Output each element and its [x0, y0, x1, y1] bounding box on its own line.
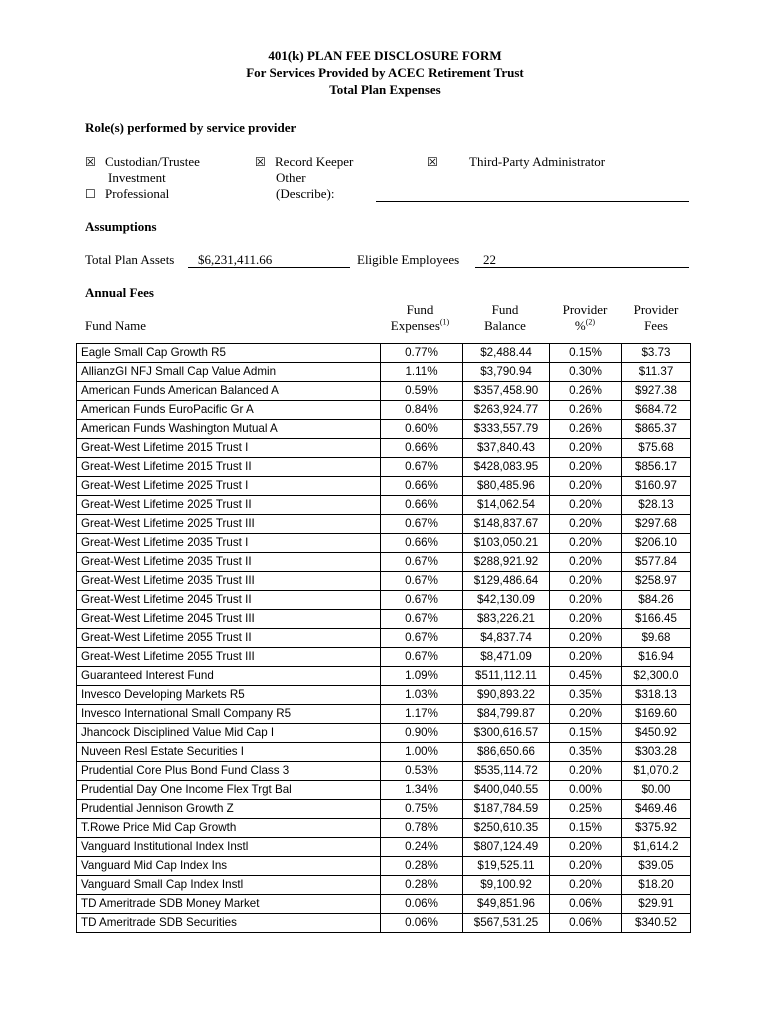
custodian-checkbox-icon[interactable]: ☒ — [85, 155, 96, 169]
provider-fees-cell: $169.60 — [622, 705, 691, 724]
eligible-employees-underline — [475, 267, 689, 268]
table-row — [77, 781, 691, 800]
table-row — [77, 705, 691, 724]
eligible-employees-value: 22 — [483, 252, 496, 267]
table-row — [77, 591, 691, 610]
table-row — [77, 667, 691, 686]
fund-balance-cell: $19,525.11 — [463, 857, 550, 876]
provider-pct-cell: 0.45% — [550, 667, 622, 686]
fund-balance-cell: $148,837.67 — [463, 515, 550, 534]
provider-pct-cell: 0.00% — [550, 781, 622, 800]
fund-name-cell: Great-West Lifetime 2015 Trust II — [77, 458, 381, 477]
table-row — [77, 800, 691, 819]
fund-expense-cell: 1.09% — [381, 667, 463, 686]
provider-fees-cell: $28.13 — [622, 496, 691, 515]
fund-name-cell: Great-West Lifetime 2045 Trust III — [77, 610, 381, 629]
provider-fees-cell: $75.68 — [622, 439, 691, 458]
provider-pct-cell: 0.26% — [550, 401, 622, 420]
fund-balance-cell: $42,130.09 — [463, 591, 550, 610]
table-row — [77, 496, 691, 515]
table-row — [77, 819, 691, 838]
fund-name-cell: Vanguard Mid Cap Index Ins — [77, 857, 381, 876]
table-row — [77, 553, 691, 572]
fund-expense-cell: 0.06% — [381, 895, 463, 914]
provider-fees-cell: $303.28 — [622, 743, 691, 762]
eligible-employees-label: Eligible Employees — [357, 252, 460, 267]
fund-balance-cell: $807,124.49 — [463, 838, 550, 857]
fund-expense-cell: 0.84% — [381, 401, 463, 420]
provider-fees-cell: $927.38 — [622, 382, 691, 401]
provider-pct-cell: 0.20% — [550, 591, 622, 610]
table-row — [77, 458, 691, 477]
fund-name-cell: Great-West Lifetime 2035 Trust I — [77, 534, 381, 553]
provider-fees-cell: $39.05 — [622, 857, 691, 876]
fund-balance-cell: $4,837.74 — [463, 629, 550, 648]
fund-expense-cell: 0.77% — [381, 344, 463, 363]
fund-balance-cell: $400,040.55 — [463, 781, 550, 800]
provider-fees-cell: $206.10 — [622, 534, 691, 553]
fund-balance-cell: $288,921.92 — [463, 553, 550, 572]
fund-name-cell: American Funds EuroPacific Gr A — [77, 401, 381, 420]
fund-balance-cell: $83,226.21 — [463, 610, 550, 629]
fund-expense-cell: 0.66% — [381, 534, 463, 553]
provider-fees-cell: $9.68 — [622, 629, 691, 648]
fund-balance-cell: $49,851.96 — [463, 895, 550, 914]
provider-fees-cell: $84.26 — [622, 591, 691, 610]
provider-fees-cell: $450.92 — [622, 724, 691, 743]
fund-name-cell: TD Ameritrade SDB Money Market — [77, 895, 381, 914]
fund-expense-cell: 1.34% — [381, 781, 463, 800]
form-subtitle: For Services Provided by ACEC Retirement Trust — [246, 65, 524, 80]
fund-name-cell: American Funds Washington Mutual A — [77, 420, 381, 439]
fund-expense-cell: 1.03% — [381, 686, 463, 705]
table-row — [77, 686, 691, 705]
form-title: 401(k) PLAN FEE DISCLOSURE FORM — [268, 48, 502, 63]
fund-name-cell: Great-West Lifetime 2055 Trust II — [77, 629, 381, 648]
provider-pct-cell: 0.20% — [550, 857, 622, 876]
fund-expense-cell: 0.67% — [381, 610, 463, 629]
table-row — [77, 401, 691, 420]
provider-pct-cell: 0.15% — [550, 819, 622, 838]
provider-pct-cell: 0.06% — [550, 895, 622, 914]
custodian-label: Custodian/Trustee — [105, 154, 200, 169]
fund-expense-cell: 0.67% — [381, 515, 463, 534]
fund-balance-cell: $357,458.90 — [463, 382, 550, 401]
fund-balance-cell: $535,114.72 — [463, 762, 550, 781]
fee-table — [76, 343, 691, 933]
provider-pct-cell: 0.20% — [550, 496, 622, 515]
fund-expense-cell: 0.67% — [381, 458, 463, 477]
fund-balance-cell: $300,616.57 — [463, 724, 550, 743]
provider-fees-cell: $684.72 — [622, 401, 691, 420]
table-row — [77, 534, 691, 553]
fund-name-cell: Prudential Jennison Growth Z — [77, 800, 381, 819]
fund-expense-cell: 0.53% — [381, 762, 463, 781]
fund-balance-cell: $333,557.79 — [463, 420, 550, 439]
provider-pct-cell: 0.26% — [550, 420, 622, 439]
fund-name-cell: Great-West Lifetime 2025 Trust II — [77, 496, 381, 515]
fund-name-cell: Guaranteed Interest Fund — [77, 667, 381, 686]
fund-name-cell: Nuveen Resl Estate Securities I — [77, 743, 381, 762]
provider-pct-cell: 0.06% — [550, 914, 622, 933]
provider-fees-cell: $1,070.2 — [622, 762, 691, 781]
provider-pct-cell: 0.20% — [550, 610, 622, 629]
fund-name-cell: American Funds American Balanced A — [77, 382, 381, 401]
describe-label: (Describe): — [276, 186, 335, 201]
fund-name-cell: Vanguard Institutional Index Instl — [77, 838, 381, 857]
provider-fees-cell: $318.13 — [622, 686, 691, 705]
fund-expense-cell: 1.11% — [381, 363, 463, 382]
tpa-label: Third-Party Administrator — [469, 154, 606, 169]
total-plan-assets-value: $6,231,411.66 — [198, 252, 273, 267]
provider-fees-cell: $258.97 — [622, 572, 691, 591]
col-fund-name: Fund Name — [85, 318, 147, 333]
tpa-option[interactable] — [427, 154, 605, 170]
fund-name-cell: T.Rowe Price Mid Cap Growth — [77, 819, 381, 838]
table-row — [77, 914, 691, 933]
fund-expense-cell: 1.00% — [381, 743, 463, 762]
custodian-trustee-option[interactable] — [85, 154, 200, 170]
provider-fees-cell: $29.91 — [622, 895, 691, 914]
fund-balance-cell: $511,112.11 — [463, 667, 550, 686]
fund-balance-cell: $9,100.92 — [463, 876, 550, 895]
table-row — [77, 477, 691, 496]
fund-expense-cell: 0.28% — [381, 876, 463, 895]
fund-expense-cell: 0.59% — [381, 382, 463, 401]
provider-pct-cell: 0.20% — [550, 458, 622, 477]
fund-expense-cell: 0.66% — [381, 477, 463, 496]
provider-fees-cell: $340.52 — [622, 914, 691, 933]
fund-name-cell: Prudential Core Plus Bond Fund Class 3 — [77, 762, 381, 781]
table-row — [77, 420, 691, 439]
provider-fees-cell: $11.37 — [622, 363, 691, 382]
fund-balance-cell: $80,485.96 — [463, 477, 550, 496]
provider-fees-cell: $3.73 — [622, 344, 691, 363]
provider-pct-cell: 0.20% — [550, 439, 622, 458]
fund-name-cell: Great-West Lifetime 2035 Trust III — [77, 572, 381, 591]
table-row — [77, 895, 691, 914]
fund-expense-cell: 0.67% — [381, 572, 463, 591]
fund-balance-cell: $86,650.66 — [463, 743, 550, 762]
fund-name-cell: AllianzGI NFJ Small Cap Value Admin — [77, 363, 381, 382]
provider-pct-cell: 0.20% — [550, 477, 622, 496]
provider-fees-cell: $375.92 — [622, 819, 691, 838]
fund-balance-cell: $84,799.87 — [463, 705, 550, 724]
provider-pct-cell: 0.20% — [550, 705, 622, 724]
total-plan-assets-underline — [188, 267, 350, 268]
fund-expense-cell: 1.17% — [381, 705, 463, 724]
fund-balance-cell: $37,840.43 — [463, 439, 550, 458]
table-row — [77, 572, 691, 591]
table-row — [77, 724, 691, 743]
table-row — [77, 743, 691, 762]
provider-pct-cell: 0.15% — [550, 724, 622, 743]
fund-balance-cell: $428,083.95 — [463, 458, 550, 477]
fund-name-cell: Great-West Lifetime 2025 Trust III — [77, 515, 381, 534]
provider-fees-cell: $18.20 — [622, 876, 691, 895]
record-keeper-option[interactable] — [255, 154, 353, 170]
fund-balance-cell: $103,050.21 — [463, 534, 550, 553]
col-provider-fees: Provider Fees — [633, 302, 679, 333]
provider-fees-cell: $0.00 — [622, 781, 691, 800]
provider-pct-cell: 0.20% — [550, 762, 622, 781]
table-row — [77, 648, 691, 667]
fund-expense-cell: 0.67% — [381, 591, 463, 610]
fund-name-cell: Eagle Small Cap Growth R5 — [77, 344, 381, 363]
table-row — [77, 762, 691, 781]
fund-expense-cell: 0.67% — [381, 629, 463, 648]
provider-pct-cell: 0.15% — [550, 344, 622, 363]
fund-name-cell: Great-West Lifetime 2015 Trust I — [77, 439, 381, 458]
other-label: Other — [276, 170, 306, 185]
fund-expense-cell: 0.75% — [381, 800, 463, 819]
table-row — [77, 629, 691, 648]
provider-pct-cell: 0.26% — [550, 382, 622, 401]
provider-pct-cell: 0.35% — [550, 743, 622, 762]
provider-pct-cell: 0.20% — [550, 534, 622, 553]
professional-checkbox-icon[interactable]: ☐ — [85, 187, 96, 201]
fund-balance-cell: $90,893.22 — [463, 686, 550, 705]
provider-pct-cell: 0.20% — [550, 648, 622, 667]
provider-pct-cell: 0.20% — [550, 629, 622, 648]
table-row — [77, 610, 691, 629]
fund-expense-cell: 0.78% — [381, 819, 463, 838]
fund-name-cell: Invesco Developing Markets R5 — [77, 686, 381, 705]
provider-pct-cell: 0.30% — [550, 363, 622, 382]
col-fund-balance: Fund Balance — [484, 302, 526, 333]
assumptions-heading: Assumptions — [85, 219, 157, 234]
provider-fees-cell: $166.45 — [622, 610, 691, 629]
table-row — [77, 382, 691, 401]
fund-balance-cell: $3,790.94 — [463, 363, 550, 382]
fund-expense-cell: 0.06% — [381, 914, 463, 933]
provider-pct-cell: 0.20% — [550, 838, 622, 857]
annual-fees-heading: Annual Fees — [85, 285, 154, 300]
record-keeper-checkbox-icon[interactable]: ☒ — [255, 155, 266, 169]
provider-fees-cell: $469.46 — [622, 800, 691, 819]
fund-name-cell: Great-West Lifetime 2055 Trust III — [77, 648, 381, 667]
table-row — [77, 439, 691, 458]
fund-name-cell: TD Ameritrade SDB Securities — [77, 914, 381, 933]
col-provider-pct: Provider %$^{(2)}$ — [562, 302, 608, 333]
provider-pct-cell: 0.20% — [550, 572, 622, 591]
fund-balance-cell: $8,471.09 — [463, 648, 550, 667]
fund-name-cell: Jhancock Disciplined Value Mid Cap I — [77, 724, 381, 743]
form-subtitle-2: Total Plan Expenses — [329, 82, 441, 97]
provider-fees-cell: $297.68 — [622, 515, 691, 534]
provider-pct-cell: 0.35% — [550, 686, 622, 705]
total-plan-assets-label: Total Plan Assets — [85, 252, 175, 267]
fund-expense-cell: 0.90% — [381, 724, 463, 743]
investment-professional-option[interactable] — [85, 186, 169, 202]
table-row — [77, 363, 691, 382]
provider-fees-cell: $577.84 — [622, 553, 691, 572]
fund-expense-cell: 0.66% — [381, 439, 463, 458]
table-row — [77, 344, 691, 363]
fund-expense-cell: 0.66% — [381, 496, 463, 515]
investment-label: Investment — [108, 170, 166, 185]
fee-table-body — [77, 344, 691, 933]
fund-balance-cell: $567,531.25 — [463, 914, 550, 933]
fund-name-cell: Prudential Day One Income Flex Trgt Bal — [77, 781, 381, 800]
provider-fees-cell: $160.97 — [622, 477, 691, 496]
fund-name-cell: Great-West Lifetime 2035 Trust II — [77, 553, 381, 572]
fund-balance-cell: $14,062.54 — [463, 496, 550, 515]
describe-input-line[interactable] — [376, 201, 689, 202]
fund-name-cell: Invesco International Small Company R5 — [77, 705, 381, 724]
fund-balance-cell: $250,610.35 — [463, 819, 550, 838]
col-fund-expenses: Fund Expenses$^{(1)}$ — [390, 302, 450, 333]
professional-label: Professional — [105, 186, 170, 201]
provider-fees-cell: $16.94 — [622, 648, 691, 667]
fund-expense-cell: 0.60% — [381, 420, 463, 439]
provider-pct-cell: 0.20% — [550, 553, 622, 572]
table-row — [77, 838, 691, 857]
provider-fees-cell: $1,614.2 — [622, 838, 691, 857]
provider-fees-cell: $856.17 — [622, 458, 691, 477]
fund-expense-cell: 0.67% — [381, 553, 463, 572]
fund-balance-cell: $2,488.44 — [463, 344, 550, 363]
provider-fees-cell: $865.37 — [622, 420, 691, 439]
provider-pct-cell: 0.20% — [550, 876, 622, 895]
table-row — [77, 515, 691, 534]
fund-expense-cell: 0.67% — [381, 648, 463, 667]
table-row — [77, 857, 691, 876]
provider-pct-cell: 0.20% — [550, 515, 622, 534]
table-row — [77, 876, 691, 895]
fund-expense-cell: 0.24% — [381, 838, 463, 857]
roles-heading: Role(s) performed by service provider — [85, 120, 297, 135]
provider-pct-cell: 0.25% — [550, 800, 622, 819]
fund-balance-cell: $263,924.77 — [463, 401, 550, 420]
fund-expense-cell: 0.28% — [381, 857, 463, 876]
fund-name-cell: Great-West Lifetime 2045 Trust II — [77, 591, 381, 610]
fund-balance-cell: $187,784.59 — [463, 800, 550, 819]
record-keeper-label: Record Keeper — [275, 154, 354, 169]
provider-fees-cell: $2,300.0 — [622, 667, 691, 686]
fund-name-cell: Great-West Lifetime 2025 Trust I — [77, 477, 381, 496]
fund-name-cell: Vanguard Small Cap Index Instl — [77, 876, 381, 895]
tpa-checkbox-icon[interactable]: ☒ — [427, 155, 438, 169]
fund-balance-cell: $129,486.64 — [463, 572, 550, 591]
